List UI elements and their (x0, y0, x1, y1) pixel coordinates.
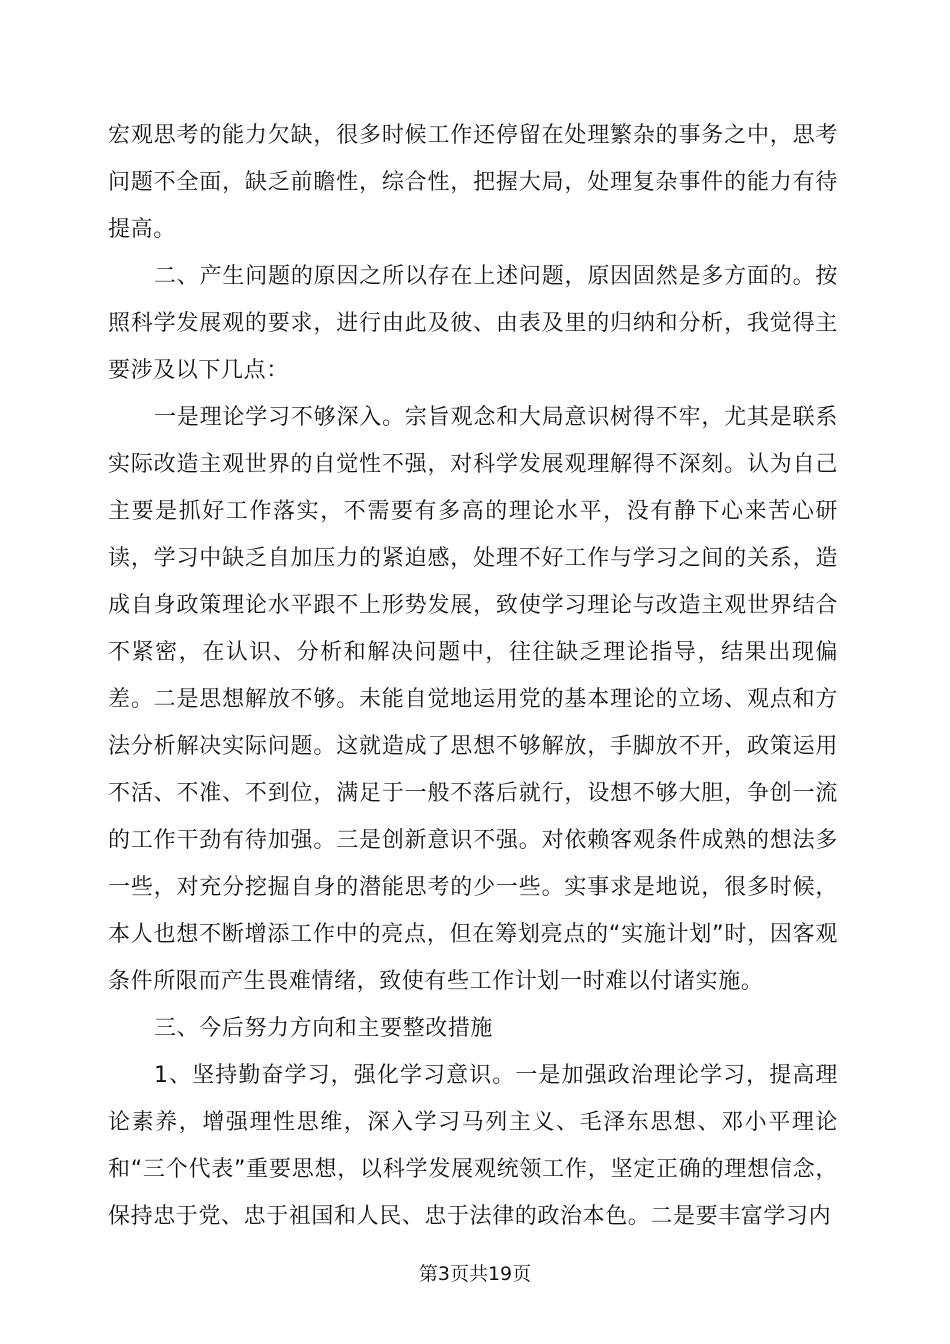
paragraph-measure-one: 1、坚持勤奋学习，强化学习意识。一是加强政治理论学习，提高理论素养，增强理性思维，深入学习马列主义、毛泽东思想、邓小平理论和“三个代表”重要思想，以科学发展观统领工作，坚定正确的理想信念，保持忠于党、忠于祖国和人民、忠于法律的政治本色。二是要丰富学习内 (108, 1063, 838, 1229)
document-body (108, 112, 838, 1240)
paragraph-section-two-heading: 二、产生问题的原因之所以存在上述问题，原因固然是多方面的。按照科学发展观的要求，进行由此及彼、由表及里的归纳和分析，我觉得主要涉及以下几点： (108, 264, 838, 383)
paragraph-section-three-heading: 三、今后努力方向和主要整改措施 (154, 1016, 494, 1041)
paragraph-continuation: 宏观思考的能力欠缺，很多时候工作还停留在处理繁杂的事务之中，思考问题不全面，缺乏前瞻性，综合性，把握大局，处理复杂事件的能力有待提高。 (108, 123, 838, 242)
page-number-footer: 第3页共19页 (418, 1263, 532, 1285)
paragraph-causes: 一是理论学习不够深入。宗旨观念和大局意识树得不牢，尤其是联系实际改造主观世界的自觉性不强，对科学发展观理解得不深刻。认为自己主要是抓好工作落实，不需要有多高的理论水平，没有静下心来苦心研读，学习中缺乏自加压力的紧迫感，处理不好工作与学习之间的关系，造成自身政策理论水平跟不上形势发展，致使学习理论与改造主观世界结合不紧密，在认识、分析和解决问题中，往往缺乏理论指导，结果出现偏差。二是思想解放不够。未能自觉地运用党的基本理论的立场、观点和方法分析解决实际问题。这就造成了思想不够解放，手脚放不开，政策运用不活、不准、不到位，满足于一般不落后就行，设想不够大胆，争创一流的工作干劲有待加强。三是创新意识不强。对依赖客观条件成熟的想法多一些，对充分挖掘自身的潜能思考的少一些。实事求是地说，很多时候，本人也想不断增添工作中的亮点，但在筹划亮点的“实施计划”时，因客观条件所限而产生畏难情绪，致使有些工作计划一时难以付诸实施。 (108, 405, 838, 994)
